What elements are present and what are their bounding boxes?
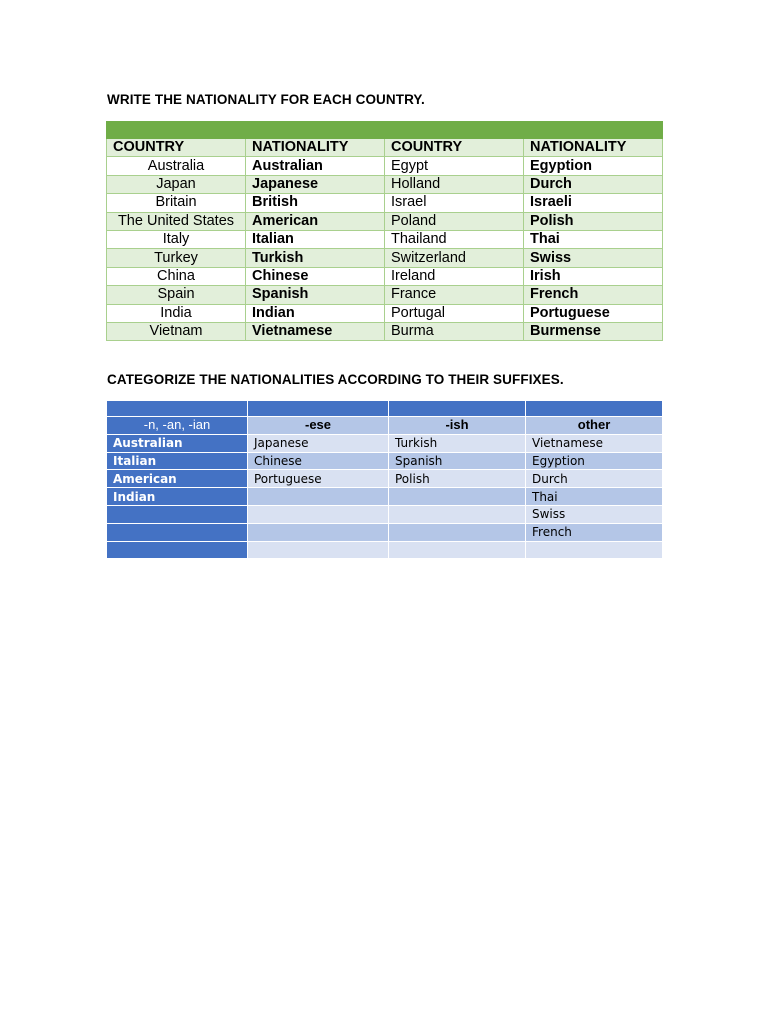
nationality-cell: Israeli	[524, 194, 663, 212]
country-cell: Japan	[107, 175, 246, 193]
table-header-row	[107, 417, 663, 435]
column-header: -ish	[389, 417, 526, 435]
country-cell: Italy	[107, 230, 246, 248]
country-cell: Ireland	[385, 267, 524, 285]
category-cell: Turkish	[389, 434, 526, 452]
category-cell	[248, 523, 389, 541]
category-cell: Durch	[526, 470, 663, 488]
country-cell: Australia	[107, 157, 246, 175]
table-row	[107, 230, 663, 248]
category-cell: Thai	[526, 488, 663, 506]
nationality-cell: Thai	[524, 230, 663, 248]
nationality-cell: Indian	[246, 304, 385, 322]
empty-cell	[389, 401, 526, 417]
category-cell	[389, 488, 526, 506]
table-row	[107, 434, 663, 452]
heading-categorize: CATEGORIZE THE NATIONALITIES ACCORDING TO THEIR SUFFIXES.	[107, 372, 564, 387]
table-band-row	[107, 122, 663, 139]
category-cell: Portuguese	[248, 470, 389, 488]
category-cell	[248, 505, 389, 523]
nationality-cell: French	[524, 286, 663, 304]
column-header: NATIONALITY	[246, 139, 385, 157]
empty-cell	[526, 401, 663, 417]
country-cell: Holland	[385, 175, 524, 193]
country-cell: Vietnam	[107, 322, 246, 340]
country-cell: Thailand	[385, 230, 524, 248]
category-cell	[248, 488, 389, 506]
empty-cell	[248, 401, 389, 417]
nationality-cell: Irish	[524, 267, 663, 285]
column-header: -ese	[248, 417, 389, 435]
category-cell: Chinese	[248, 452, 389, 470]
category-cell: French	[526, 523, 663, 541]
suffix-category-table	[106, 400, 663, 559]
category-cell: Vietnamese	[526, 434, 663, 452]
country-cell: China	[107, 267, 246, 285]
column-header: -n, -an, -ian	[107, 417, 248, 435]
column-header: COUNTRY	[107, 139, 246, 157]
category-cell	[107, 541, 248, 559]
category-cell: Indian	[107, 488, 248, 506]
nationality-cell: American	[246, 212, 385, 230]
table-row	[107, 175, 663, 193]
table-header-row	[107, 139, 663, 157]
table-row	[107, 249, 663, 267]
category-cell: American	[107, 470, 248, 488]
nationality-cell: Egyption	[524, 157, 663, 175]
nationality-cell: Vietnamese	[246, 322, 385, 340]
nationality-cell: Australian	[246, 157, 385, 175]
category-cell	[107, 523, 248, 541]
category-cell: Egyption	[526, 452, 663, 470]
band-cell	[107, 122, 663, 139]
empty-cell	[107, 401, 248, 417]
category-cell	[107, 505, 248, 523]
table-row	[107, 470, 663, 488]
country-cell: Israel	[385, 194, 524, 212]
nationality-cell: Swiss	[524, 249, 663, 267]
nationality-cell: Chinese	[246, 267, 385, 285]
category-cell: Italian	[107, 452, 248, 470]
table-top-row	[107, 401, 663, 417]
column-header: other	[526, 417, 663, 435]
category-cell: Japanese	[248, 434, 389, 452]
country-cell: The United States	[107, 212, 246, 230]
column-header: COUNTRY	[385, 139, 524, 157]
category-cell	[526, 541, 663, 559]
nationality-cell: Burmense	[524, 322, 663, 340]
category-cell: Swiss	[526, 505, 663, 523]
nationality-cell: Japanese	[246, 175, 385, 193]
nationality-cell: Durch	[524, 175, 663, 193]
country-cell: Poland	[385, 212, 524, 230]
table-row	[107, 505, 663, 523]
category-cell	[389, 541, 526, 559]
country-cell: Turkey	[107, 249, 246, 267]
heading-nationality: WRITE THE NATIONALITY FOR EACH COUNTRY.	[107, 92, 425, 107]
table-row	[107, 212, 663, 230]
country-cell: Burma	[385, 322, 524, 340]
country-cell: Egypt	[385, 157, 524, 175]
category-cell	[248, 541, 389, 559]
country-cell: Spain	[107, 286, 246, 304]
table-row	[107, 322, 663, 340]
category-cell	[389, 523, 526, 541]
table-row	[107, 304, 663, 322]
nationality-cell: Turkish	[246, 249, 385, 267]
category-cell: Polish	[389, 470, 526, 488]
table-row	[107, 488, 663, 506]
table-row	[107, 452, 663, 470]
country-cell: Switzerland	[385, 249, 524, 267]
country-cell: India	[107, 304, 246, 322]
nationality-cell: Spanish	[246, 286, 385, 304]
nationality-cell: Italian	[246, 230, 385, 248]
nationality-cell: British	[246, 194, 385, 212]
column-header: NATIONALITY	[524, 139, 663, 157]
table-row	[107, 194, 663, 212]
table-row	[107, 541, 663, 559]
nationality-cell: Portuguese	[524, 304, 663, 322]
country-nationality-table	[106, 121, 663, 341]
table-row	[107, 157, 663, 175]
category-cell	[389, 505, 526, 523]
table-row	[107, 267, 663, 285]
country-cell: Portugal	[385, 304, 524, 322]
country-cell: France	[385, 286, 524, 304]
category-cell: Spanish	[389, 452, 526, 470]
country-cell: Britain	[107, 194, 246, 212]
table-row	[107, 286, 663, 304]
table-row	[107, 523, 663, 541]
category-cell: Australian	[107, 434, 248, 452]
nationality-cell: Polish	[524, 212, 663, 230]
